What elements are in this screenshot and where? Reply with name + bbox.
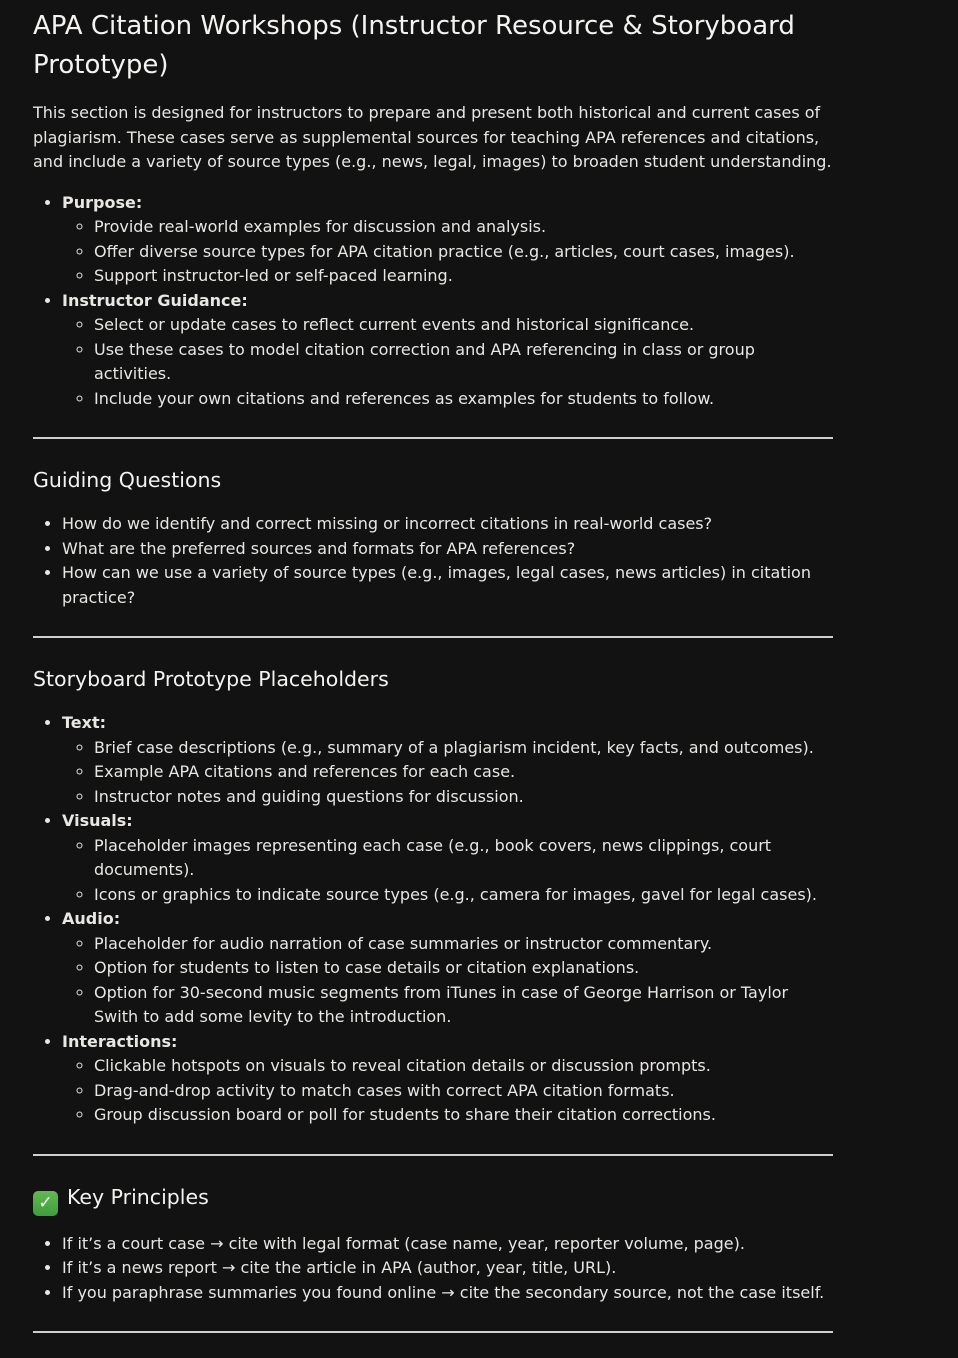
purpose-sublist [62, 215, 833, 289]
list-group-instructor-guidance [62, 289, 833, 412]
interactions-sublist [62, 1054, 833, 1128]
instructor-guidance-sublist [62, 313, 833, 411]
list-item: ◦ Placeholder for audio narration of case summaries or instructor commentary. [94, 932, 833, 957]
section-divider [33, 1331, 833, 1333]
list-item: ◦ Example APA citations and references for each case. [94, 760, 833, 785]
group-label-audio: Audio: [62, 909, 121, 928]
list-item: ◦ Group discussion board or poll for students to share their citation corrections. [94, 1103, 833, 1128]
text-sublist [62, 736, 833, 810]
check-mark-icon: ✓ [33, 1191, 58, 1216]
section-divider [33, 636, 833, 638]
group-label-purpose: Purpose: [62, 192, 143, 212]
group-label-text: Text: [62, 713, 107, 732]
list-item: ◦ Use these cases to model citation correction and APA referencing in class or group activities. [94, 338, 833, 387]
list-item: • If you paraphrase summaries you found online → cite the secondary source, not the case itself. [62, 1281, 833, 1306]
intro-paragraph: This section is designed for instructors to prepare and present both historical and current cases of plagiarism. These cases serve as supplemental sources for teaching APA references and citations, and include a variety of source types (e.g., news, legal, images) to broaden student understanding. [33, 103, 832, 171]
list-item: • How can we use a variety of source types (e.g., images, legal cases, news articles) in citation practice? [62, 561, 833, 610]
section-divider [33, 1154, 833, 1156]
section-heading-key-principles [33, 1182, 833, 1216]
group-label-visuals: Visuals: [62, 811, 133, 830]
list-group-audio [62, 907, 833, 1030]
list-item: ◦ Option for students to listen to case details or citation explanations. [94, 956, 833, 981]
list-item: ◦ Provide real-world examples for discussion and analysis. [94, 215, 833, 240]
list-item: ◦ Support instructor-led or self-paced learning. [94, 264, 833, 289]
audio-sublist [62, 932, 833, 1030]
list-item: ◦ Include your own citations and references as examples for students to follow. [94, 387, 833, 412]
list-item: ◦ Brief case descriptions (e.g., summary of a plagiarism incident, key facts, and outcomes). [94, 736, 833, 761]
list-item: • How do we identify and correct missing or incorrect citations in real-world cases? [62, 512, 833, 537]
visuals-sublist [62, 834, 833, 908]
overview-list [33, 191, 833, 412]
list-item: ◦ Placeholder images representing each case (e.g., book covers, news clippings, court documents). [94, 834, 833, 883]
page-title: APA Citation Workshops (Instructor Resource & Storyboard Prototype) [33, 11, 795, 80]
list-item: ◦ Clickable hotspots on visuals to reveal citation details or discussion prompts. [94, 1054, 833, 1079]
list-item: ◦ Icons or graphics to indicate source types (e.g., camera for images, gavel for legal cases). [94, 883, 833, 908]
guiding-questions-list [33, 512, 833, 610]
list-group-visuals [62, 809, 833, 907]
key-principles-heading-text: Key Principles [67, 1184, 209, 1209]
list-item: ◦ Option for 30-second music segments from iTunes in case of George Harrison or Taylor Swith to add some levity to the introduction. [94, 981, 833, 1030]
list-group-purpose [62, 191, 833, 289]
list-item: ◦ Drag-and-drop activity to match cases with correct APA citation formats. [94, 1079, 833, 1104]
list-item: ◦ Offer diverse source types for APA citation practice (e.g., articles, court cases, images). [94, 240, 833, 265]
group-label-instructor-guidance: Instructor Guidance: [62, 290, 248, 310]
list-item: • If it’s a news report → cite the article in APA (author, year, title, URL). [62, 1256, 833, 1281]
list-item: ◦ Select or update cases to reflect current events and historical significance. [94, 313, 833, 338]
list-item: ◦ Instructor notes and guiding questions for discussion. [94, 785, 833, 810]
list-group-interactions [62, 1030, 833, 1128]
list-item: • What are the preferred sources and formats for APA references? [62, 537, 833, 562]
list-item: • If it’s a court case → cite with legal format (case name, year, reporter volume, page). [62, 1232, 833, 1257]
list-group-text [62, 711, 833, 809]
section-heading-guiding-questions: Guiding Questions [33, 468, 222, 492]
group-label-interactions: Interactions: [62, 1031, 178, 1051]
storyboard-list [33, 711, 833, 1128]
section-divider [33, 437, 833, 439]
key-principles-list [33, 1232, 833, 1306]
section-heading-storyboard: Storyboard Prototype Placeholders [33, 667, 389, 691]
